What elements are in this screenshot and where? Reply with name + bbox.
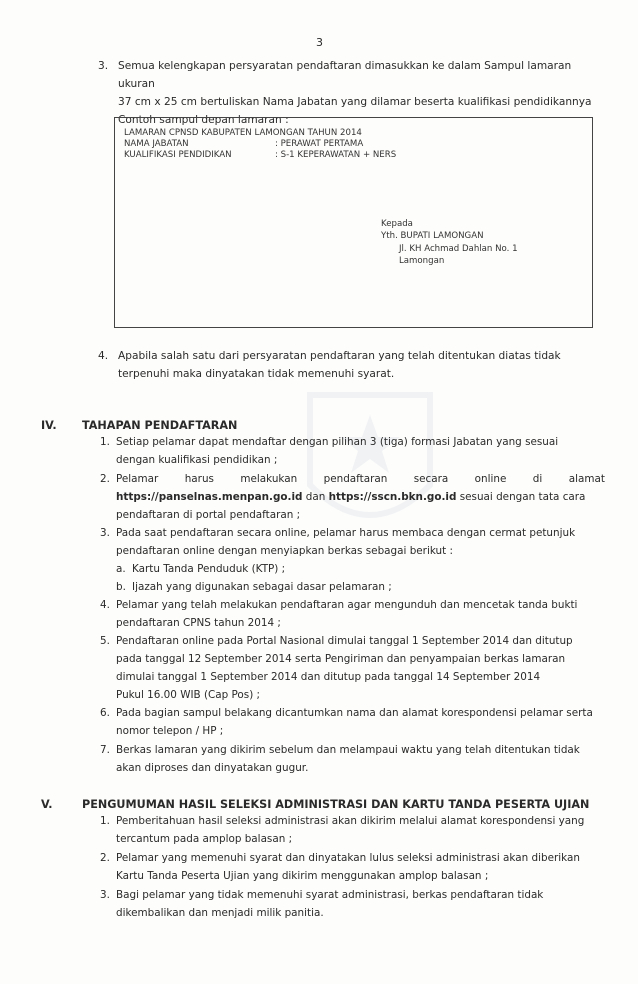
envelope-jabatan-value: : PERAWAT PERTAMA <box>275 139 364 149</box>
s5-item-1-number: 1. <box>100 815 110 827</box>
s4-item-2-line-3: pendaftaran di portal pendaftaran ; <box>116 509 301 521</box>
envelope-kota: Lamongan <box>399 256 445 266</box>
envelope-jabatan-row <box>124 139 364 151</box>
url-sscn-link[interactable]: https://sscn.bkn.go.id <box>328 491 457 503</box>
url-panselnas-link[interactable]: https://panselnas.menpan.go.id <box>116 491 303 503</box>
s5-item-2-number: 2. <box>100 852 110 864</box>
s4-item-2-mid: dan <box>302 491 329 503</box>
s4-item-4 <box>100 596 596 632</box>
s4-item-1-number: 1. <box>100 436 110 448</box>
s4-item-3-sub-b-text: Ijazah yang digunakan sebagai dasar pelamaran ; <box>132 581 392 593</box>
item-3-line-3: Contoh sampul depan lamaran : <box>118 114 289 126</box>
s4-item-6 <box>100 704 596 740</box>
section-4-heading <box>41 418 238 434</box>
envelope-jabatan-label: NAMA JABATAN <box>124 139 189 149</box>
s5-item-2 <box>100 849 596 885</box>
item-3-line-1: Semua kelengkapan persyaratan pendaftaran dimasukkan ke dalam Sampul lamaran ukuran <box>118 60 572 90</box>
s4-item-5-line-4: Pukul 16.00 WIB (Cap Pos) ; <box>116 689 261 701</box>
s4-item-2-line-2 <box>116 488 596 506</box>
s4-item-3-sub-b-num: b. <box>116 581 126 593</box>
s4-item-6-line-1: Pada bagian sampul belakang dicantumkan nama dan alamat korespondensi pelamar serta <box>116 707 593 719</box>
envelope-sample-box <box>114 117 593 328</box>
s4-item-2 <box>100 470 605 524</box>
s5-item-3-number: 3. <box>100 889 110 901</box>
s4-item-3-sub-a <box>116 560 596 578</box>
s4-item-5-line-2: pada tanggal 12 September 2014 serta Pengiriman dan penyampaian berkas lamaran <box>116 653 566 665</box>
s4-item-7-line-2: akan diproses dan dinyatakan gugur. <box>116 762 309 774</box>
s4-item-1-line-2: dengan kualifikasi pendidikan ; <box>116 454 278 466</box>
s4-item-4-line-2: pendaftaran CPNS tahun 2014 ; <box>116 617 281 629</box>
s4-item-7 <box>100 741 596 777</box>
s4-item-4-number: 4. <box>100 599 110 611</box>
envelope-kualifikasi-row <box>124 150 397 162</box>
s4-item-5-line-1: Pendaftaran online pada Portal Nasional dimulai tanggal 1 September 2014 dan ditutup <box>116 635 573 647</box>
item-4-line-1: Apabila salah satu dari persyaratan pendaftaran yang telah ditentukan diatas tidak <box>118 350 561 362</box>
s5-item-3 <box>100 886 596 922</box>
s5-item-3-line-2: dikembalikan dan menjadi milik panitia. <box>116 907 324 919</box>
item-4 <box>98 347 598 383</box>
s4-item-7-line-1: Berkas lamaran yang dikirim sebelum dan melampaui waktu yang telah ditentukan tidak <box>116 744 580 756</box>
s4-item-3-sub-a-num: a. <box>116 563 126 575</box>
envelope-kualifikasi-value: : S-1 KEPERAWATAN + NERS <box>275 150 397 160</box>
envelope-jalan: Jl. KH Achmad Dahlan No. 1 <box>399 244 518 254</box>
s5-item-1 <box>100 812 596 848</box>
s4-item-3-line-2: pendaftaran online dengan menyiapkan berkas sebagai berikut : <box>116 545 453 557</box>
s4-item-2-tail: sesuai dengan tata cara <box>456 491 586 503</box>
s5-item-2-line-2: Kartu Tanda Peserta Ujian yang dikirim menggunakan amplop balasan ; <box>116 870 489 882</box>
s4-item-3-sub-a-text: Kartu Tanda Penduduk (KTP) ; <box>132 563 286 575</box>
s4-item-6-number: 6. <box>100 707 110 719</box>
s4-item-5-line-3: dimulai tanggal 1 September 2014 dan ditutup pada tanggal 14 September 2014 <box>116 671 541 683</box>
s5-item-2-line-1: Pelamar yang memenuhi syarat dan dinyatakan lulus seleksi administrasi akan diberikan <box>116 852 580 864</box>
s4-item-3 <box>100 524 596 596</box>
s4-item-2-number: 2. <box>100 473 110 485</box>
envelope-title: LAMARAN CPNSD KABUPATEN LAMONGAN TAHUN 2014 <box>124 128 362 138</box>
s4-item-5-number: 5. <box>100 635 110 647</box>
s4-item-6-line-2: nomor telepon / HP ; <box>116 725 224 737</box>
s4-item-7-number: 7. <box>100 744 110 756</box>
envelope-yth: Yth. BUPATI LAMONGAN <box>381 231 484 241</box>
envelope-kualifikasi-label: KUALIFIKASI PENDIDIKAN <box>124 150 232 160</box>
section-4-title: TAHAPAN PENDAFTARAN <box>82 419 238 432</box>
s4-item-3-line-1: Pada saat pendaftaran secara online, pelamar harus membaca dengan cermat petunjuk <box>116 527 576 539</box>
item-4-line-2: terpenuhi maka dinyatakan tidak memenuhi syarat. <box>118 368 395 380</box>
section-4-roman: IV. <box>41 419 57 432</box>
s4-item-2-line-1: Pelamar harus melakukan pendaftaran secara online di alamat <box>116 473 605 485</box>
item-3-number: 3. <box>98 60 109 72</box>
s5-item-1-line-2: tercantum pada amplop balasan ; <box>116 833 293 845</box>
s4-item-5 <box>100 632 596 704</box>
s4-item-1-line-1: Setiap pelamar dapat mendaftar dengan pilihan 3 (tiga) formasi Jabatan yang sesuai <box>116 436 559 448</box>
item-4-number: 4. <box>98 350 109 362</box>
section-5-heading <box>41 797 590 813</box>
s4-item-3-sub-b <box>116 578 596 596</box>
envelope-kepada: Kepada <box>381 219 413 229</box>
s4-item-4-line-1: Pelamar yang telah melakukan pendaftaran agar mengunduh dan mencetak tanda bukti <box>116 599 578 611</box>
page-number: 3 <box>316 36 323 49</box>
section-5-roman: V. <box>41 798 53 811</box>
s5-item-3-line-1: Bagi pelamar yang tidak memenuhi syarat administrasi, berkas pendaftaran tidak <box>116 889 544 901</box>
s4-item-1 <box>100 433 596 469</box>
s4-item-3-number: 3. <box>100 527 110 539</box>
item-3-line-2: 37 cm x 25 cm bertuliskan Nama Jabatan yang dilamar beserta kualifikasi pendidikannya <box>118 96 592 108</box>
section-5-title: PENGUMUMAN HASIL SELEKSI ADMINISTRASI DAN KARTU TANDA PESERTA UJIAN <box>82 798 590 811</box>
s5-item-1-line-1: Pemberitahuan hasil seleksi administrasi akan dikirim melalui alamat korespondensi yang <box>116 815 585 827</box>
